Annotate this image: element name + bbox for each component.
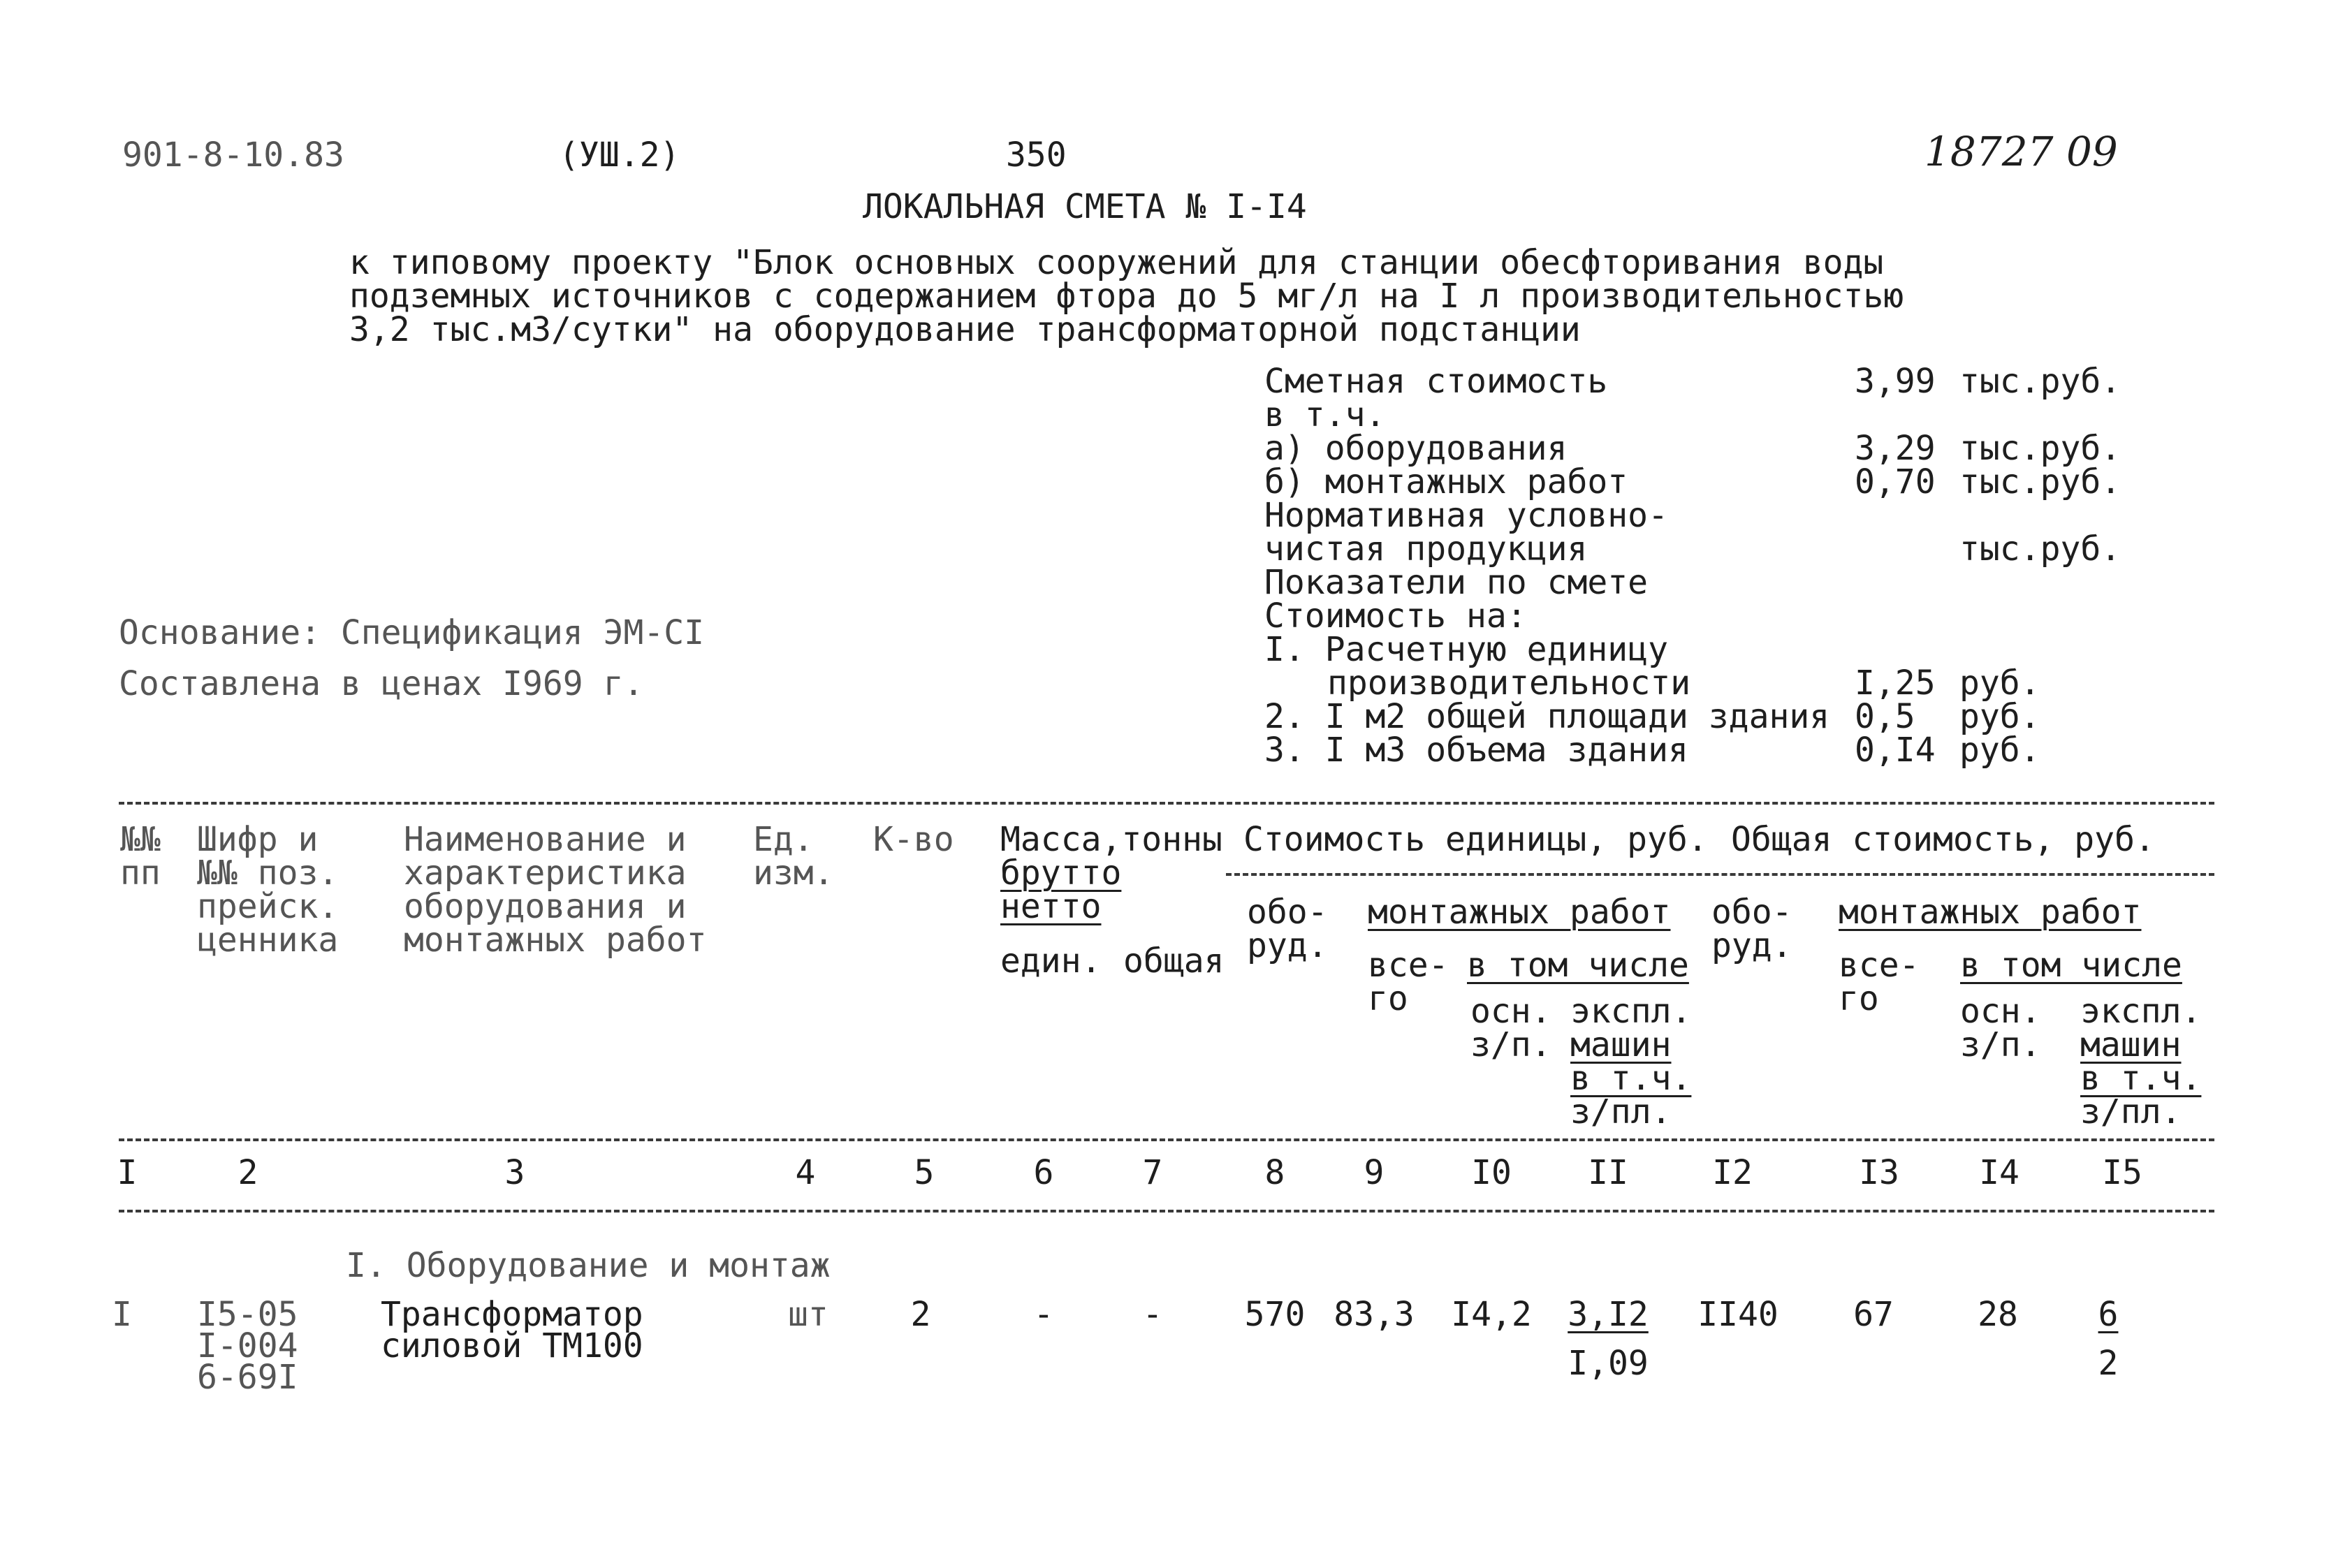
row-name-1: Трансформатор: [381, 1295, 643, 1334]
row-code-3: 6-69I: [197, 1358, 298, 1397]
header-mass-unit: един.: [1000, 941, 1102, 981]
subtitle-line-3: 3,2 тыс.м3/сутки" на оборудование трансформаторной подстанции: [349, 310, 1581, 349]
colnum-5: 5: [914, 1153, 935, 1192]
header-col-num-1: №№: [120, 820, 161, 859]
indicator-3-unit: руб.: [1959, 731, 2040, 770]
indicator-1-unit: руб.: [1959, 664, 2040, 703]
header-machines-total-2: машин: [2080, 1025, 2182, 1064]
header-incl: в том числе: [1467, 946, 1689, 985]
row-equip-unit-cost: 570: [1244, 1295, 1306, 1334]
row-code-1: I5-05: [197, 1295, 298, 1334]
table-top-rule: [119, 802, 2214, 805]
header-code-2: №№ поз.: [197, 853, 339, 893]
indicators-label: Показатели по смете: [1264, 563, 1649, 602]
cost-per-label: Стоимость на:: [1264, 596, 1527, 636]
colnum-4: 4: [795, 1153, 816, 1192]
row-wage-total: 28: [1978, 1295, 2018, 1334]
doc-code: 901-8-10.83: [122, 135, 344, 175]
norm-label-2: чистая продукция: [1264, 529, 1588, 569]
header-install-unit: монтажных работ: [1368, 893, 1671, 932]
header-name-1: Наименование и: [404, 820, 687, 859]
header-mass-total: общая: [1123, 941, 1225, 981]
header-all-2: го: [1368, 979, 1408, 1018]
header-all-total-1: все-: [1839, 946, 1920, 985]
subtitle-line-2: подземных источников с содержанием фтора до 5 мг/л на I л производительностью: [349, 277, 1904, 316]
header-incl-total: в том числе: [1960, 946, 2182, 985]
header-machines-total-3: в т.ч.: [2080, 1059, 2202, 1098]
row-machines-wage: I,09: [1568, 1344, 1649, 1383]
norm-unit: тыс.руб.: [1959, 529, 2121, 569]
document-title: ЛОКАЛЬНАЯ СМЕТА № I-I4: [863, 187, 1307, 226]
indicator-1-label-1: I. Расчетную единицу: [1264, 630, 1668, 669]
equip-value: 3,29: [1855, 429, 1936, 468]
row-code-2: I-004: [197, 1326, 298, 1365]
indicator-3-label: 3. I м3 объема здания: [1264, 731, 1688, 770]
header-machines-3: в т.ч.: [1570, 1059, 1692, 1098]
header-code-1: Шифр и: [197, 820, 319, 859]
equip-unit: тыс.руб.: [1959, 429, 2121, 468]
header-name-2: характеристика: [404, 853, 687, 893]
colnum-2: 2: [238, 1153, 258, 1192]
install-unit: тыс.руб.: [1959, 462, 2121, 501]
header-name-3: оборудования и: [404, 887, 687, 926]
header-unit-1: Ед.: [753, 820, 814, 859]
row-machines-total: 6: [2098, 1295, 2119, 1334]
header-col-num-2: пп: [120, 853, 161, 893]
header-qty: К-во: [873, 820, 954, 859]
row-equip-total: II40: [1697, 1295, 1778, 1334]
colnum-3: 3: [504, 1153, 525, 1192]
header-wage-total-2: з/п.: [1960, 1025, 2041, 1064]
row-unit: шт: [788, 1295, 828, 1334]
header-code-3: прейск.: [197, 887, 339, 926]
colnum-14: I4: [1979, 1153, 2019, 1192]
header-equip-1: обо-: [1247, 893, 1328, 932]
numbers-bottom-rule: [119, 1210, 2214, 1212]
subtitle-line-1: к типовому проекту "Блок основных сооружений для станции обесфторивания воды: [349, 243, 1884, 282]
header-equip-2: руд.: [1247, 926, 1328, 965]
row-number: I: [112, 1295, 132, 1334]
norm-label-1: Нормативная условно-: [1264, 496, 1668, 535]
header-mass-brutto: брутто: [1000, 853, 1122, 893]
header-code-4: ценника: [197, 921, 339, 960]
row-wage: I4,2: [1451, 1295, 1532, 1334]
header-mass-netto: нетто: [1000, 887, 1102, 926]
colnum-12: I2: [1712, 1153, 1753, 1192]
row-name-2: силовой ТМ100: [381, 1326, 643, 1365]
colnum-1: I: [117, 1153, 138, 1192]
prices-line: Составлена в ценах I969 г.: [119, 664, 644, 703]
indicator-2-label: 2. I м2 общей площади здания: [1264, 697, 1830, 736]
indicator-2-unit: руб.: [1959, 697, 2040, 736]
incl-label: в т.ч.: [1264, 395, 1386, 434]
indicator-1-label-2: производительности: [1327, 664, 1691, 703]
colnum-11: II: [1588, 1153, 1628, 1192]
row-install-total: 67: [1853, 1295, 1894, 1334]
row-install-unit-total: 83,3: [1334, 1295, 1415, 1334]
header-equip-total-1: обо-: [1711, 893, 1792, 932]
header-equip-total-2: руд.: [1711, 926, 1792, 965]
cost-value: 3,99: [1855, 362, 1936, 401]
header-machines-1: экспл.: [1570, 992, 1692, 1031]
header-install-total: монтажных работ: [1839, 893, 2142, 932]
header-machines-total-1: экспл.: [2080, 992, 2202, 1031]
album-number: (УШ.2): [559, 135, 680, 175]
header-machines-total-4: з/пл.: [2080, 1092, 2182, 1131]
header-name-4: монтажных работ: [404, 921, 707, 960]
indicator-1-value: I,25: [1855, 664, 1936, 703]
equip-label: а) оборудования: [1264, 429, 1568, 468]
basis-line: Основание: Спецификация ЭМ-СI: [119, 613, 705, 652]
indicator-3-value: 0,I4: [1855, 731, 1936, 770]
header-all-1: все-: [1368, 946, 1449, 985]
header-all-total-2: го: [1839, 979, 1879, 1018]
header-bottom-rule: [119, 1138, 2214, 1141]
colnum-10: I0: [1471, 1153, 1512, 1192]
page-number: 350: [1006, 135, 1067, 175]
row-machines-wage-total: 2: [2098, 1344, 2119, 1383]
install-label: б) монтажных работ: [1264, 462, 1628, 501]
cost-label: Сметная стоимость: [1264, 362, 1608, 401]
section-title: I. Оборудование и монтаж: [346, 1246, 831, 1285]
header-wage-total-1: осн.: [1960, 992, 2041, 1031]
header-machines-2: машин: [1570, 1025, 1672, 1064]
indicator-2-value: 0,5: [1855, 697, 1915, 736]
header-total-cost: Общая стоимость, руб.: [1731, 820, 2155, 859]
colnum-7: 7: [1142, 1153, 1163, 1192]
header-wage-2: з/п.: [1470, 1025, 1551, 1064]
colnum-6: 6: [1033, 1153, 1054, 1192]
colnum-8: 8: [1264, 1153, 1285, 1192]
header-unit-cost: Стоимость единицы, руб.: [1243, 820, 1708, 859]
handwritten-code: 18727 09: [1924, 128, 2118, 175]
cost-unit: тыс.руб.: [1959, 362, 2121, 401]
colnum-9: 9: [1364, 1153, 1385, 1192]
install-value: 0,70: [1855, 462, 1936, 501]
header-unit-2: изм.: [753, 853, 834, 893]
header-wage-1: осн.: [1470, 992, 1551, 1031]
row-qty: 2: [910, 1295, 931, 1334]
header-machines-4: з/пл.: [1570, 1092, 1672, 1131]
header-mass: Масса,тонны: [1000, 820, 1222, 859]
row-mass-unit: -: [1033, 1295, 1054, 1334]
header-group-rule: [1226, 873, 2214, 876]
row-mass-total: -: [1142, 1295, 1163, 1334]
colnum-13: I3: [1859, 1153, 1899, 1192]
colnum-15: I5: [2102, 1153, 2142, 1192]
row-machines: 3,I2: [1568, 1295, 1649, 1334]
